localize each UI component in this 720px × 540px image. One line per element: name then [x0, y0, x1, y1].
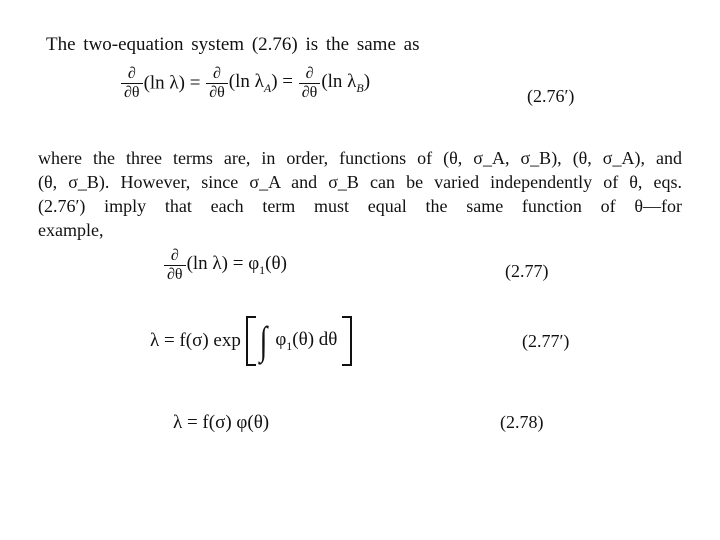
equation-term: (ln $\lambda_B$) [321, 71, 371, 95]
equation-term: (ln $\lambda_A$) = [228, 71, 293, 95]
equation-term: (ln $\lambda) = \varphi_1(\theta)$ [186, 253, 287, 277]
equation-term: λ = f(σ) exp [150, 330, 241, 351]
intro-text: The two-equation system (2.76) is the same as [46, 34, 420, 55]
paragraph-line: where the three terms are, in order, functions of (θ, σ_A, σ_B), (θ, σ_A), and [38, 148, 682, 168]
partial-derivative: $\frac{\partial}{\partial\theta}$ [206, 66, 228, 101]
right-bracket [342, 316, 352, 366]
equation-term: $\varphi_1(\theta)$ dθ [275, 328, 338, 353]
equation-number: (2.77) [505, 261, 549, 281]
partial-derivative: $\frac{\partial}{\partial\theta}$ [164, 248, 186, 283]
paragraph-line: example, [38, 220, 104, 240]
equation-2-76-prime [120, 66, 370, 101]
partial-derivative: $\frac{\partial}{\partial\theta}$ [299, 66, 321, 101]
paragraph-line: (2.76′) imply that each term must equal the same function of θ—for [38, 196, 682, 216]
equation-2-77-prime [150, 316, 352, 366]
left-bracket [246, 316, 256, 366]
equation-term: (ln λ) = [143, 72, 201, 94]
equation-2-78: λ = f(σ) φ(θ) [173, 412, 270, 433]
equation-number: (2.78) [500, 412, 544, 432]
equation-number: (2.77′) [522, 331, 570, 351]
partial-derivative: $\frac{\partial}{\partial\theta}$ [121, 66, 143, 101]
equation-number: (2.76′) [527, 86, 575, 106]
equation-2-77 [163, 248, 287, 283]
integral-sign: ∫ [259, 318, 267, 363]
paragraph-line: (θ, σ_B). However, since σ_A and σ_B can be varied independently of θ, eqs. [38, 172, 682, 192]
body-paragraph [38, 146, 682, 242]
